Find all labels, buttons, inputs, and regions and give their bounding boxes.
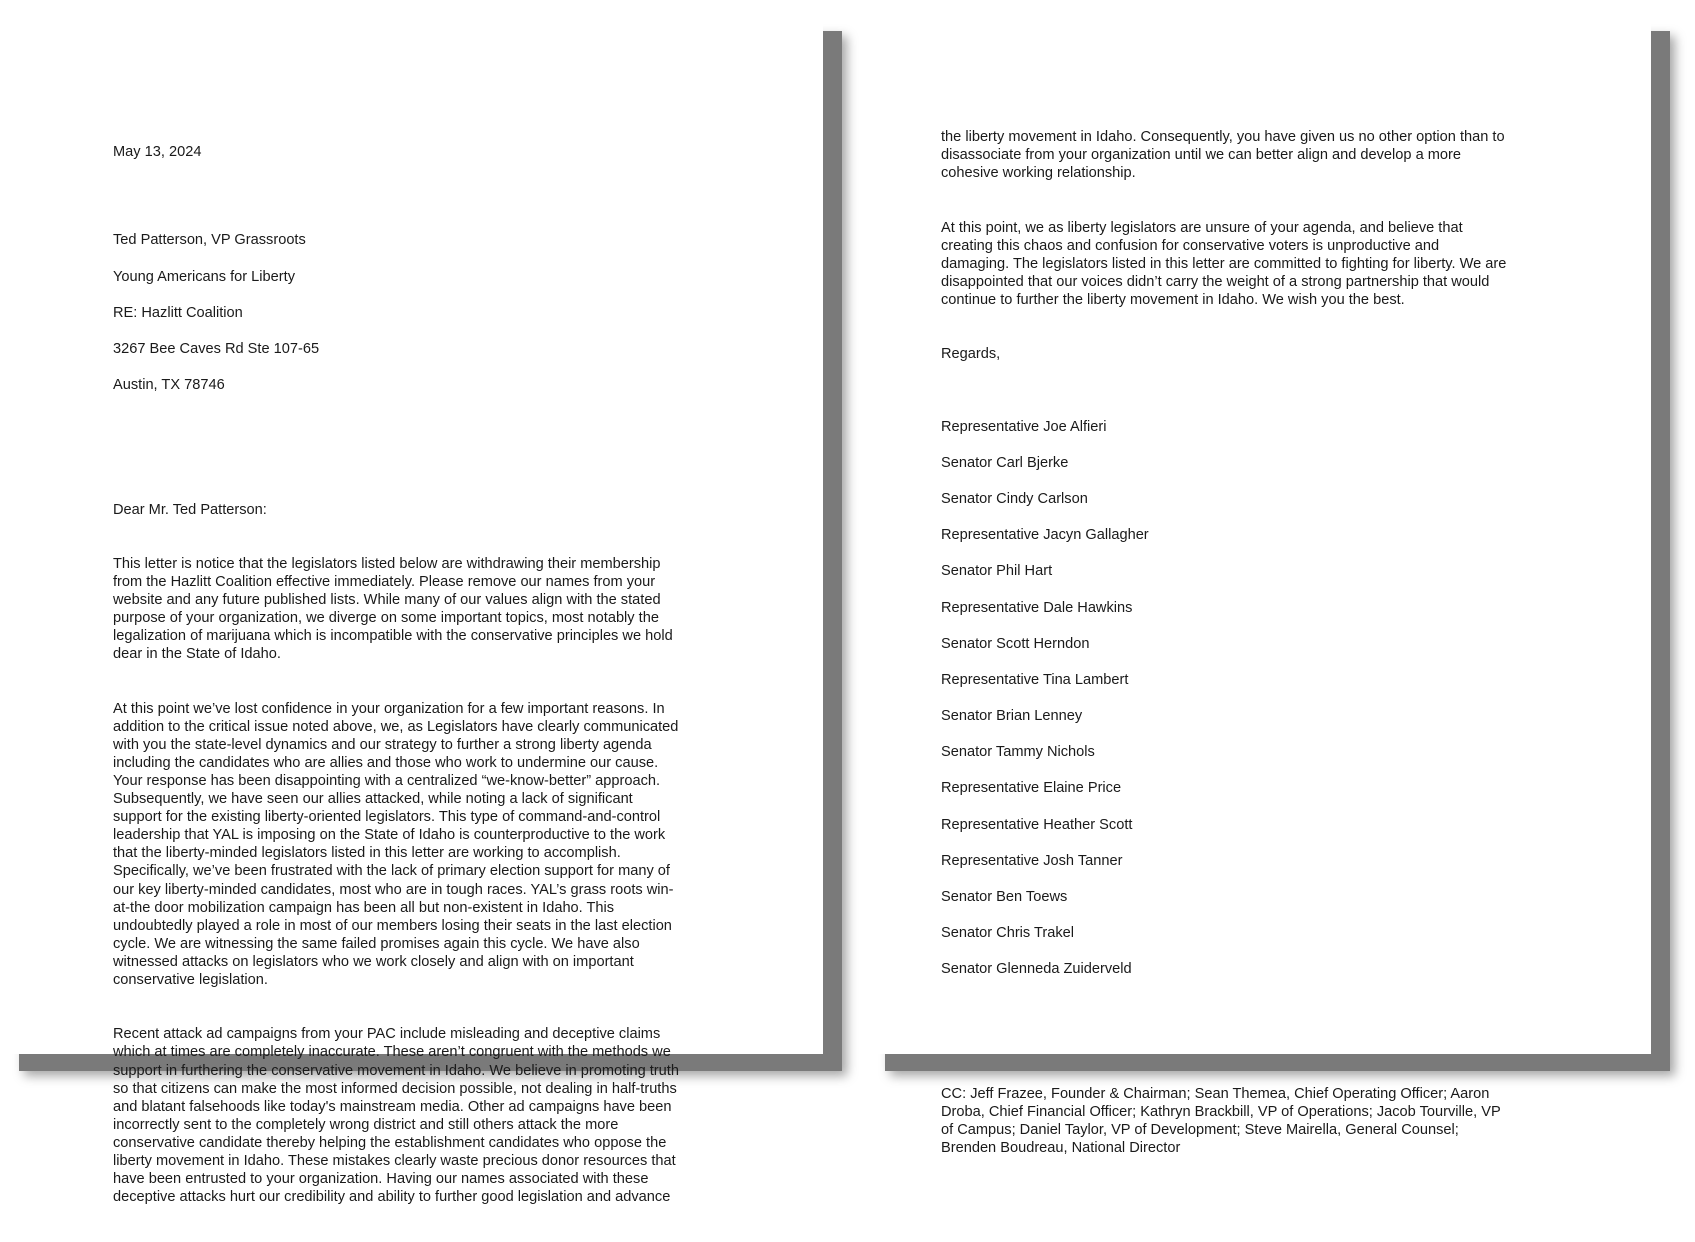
signatory-name: Representative Elaine Price [941,780,1122,797]
recipient-line: Austin, TX 78746 [113,377,225,394]
body-paragraph: the liberty movement in Idaho. Consequently, you have given us no other option than to disassociate from your organization until we can better align and develop a more cohesive working relationship. [941,129,1505,182]
signatory-name: Representative Dale Hawkins [941,599,1133,616]
signatory-name: Senator Scott Herndon [941,635,1090,652]
signatory-name: Senator Phil Hart [941,563,1053,580]
signatory-name: Senator Cindy Carlson [941,490,1088,507]
letter-page-1 [0,14,823,1206]
page-2-content [941,110,1581,1175]
signatory-list [941,400,1581,997]
letter-date: May 13, 2024 [113,144,202,161]
recipient-line: 3267 Bee Caves Rd Ste 107-65 [113,341,320,358]
signatory-name: Representative Jacyn Gallagher [941,527,1149,544]
page-1-content [113,125,733,1242]
signatory-name: Senator Glenneda Zuiderveld [941,961,1132,978]
signatory-name: Representative Tina Lambert [941,671,1129,688]
signatory-name: Representative Heather Scott [941,816,1133,833]
signatory-name: Representative Josh Tanner [941,852,1123,869]
body-paragraph: At this point, we as liberty legislators are unsure of your agenda, and believe that creating this chaos and confusion for conservative voters is unproductive and damaging. The legislators listed in this letter are committed to fighting for liberty. We are disappointed that our voices didn’t carry the weight of a strong partnership that would continue to further the liberty movement in Idaho. We wish you the best. [941,219,1507,308]
body-paragraph: Recent attack ad campaigns from your PAC include misleading and deceptive claims which at times are completely inaccurate. These aren’t congruent with the methods we support in furthering the conservative movement in Idaho. We believe in promoting truth so that citizens can make the most informed decision possible, not dealing in half-truths and blatant falsehoods like today's mainstream media. Other ad campaigns have been incorrectly sent to the completely wrong district and still others attack the more conservative candidate thereby helping the establishment candidates who oppose the liberty movement in Idaho. These mistakes clearly waste precious donor resources that have been entrusted to your organization. Having our names associated with these deceptive attacks hurt our credibility and ability to further good legislation and advance [113,1026,679,1206]
body-paragraph: At this point we’ve lost confidence in your organization for a few important reasons. In addition to the critical issue noted above, we, as Legislators have clearly communicated with you the state-level dynamics and our strategy to further a strong liberty agenda including the candidates who are allies and those who work to undermine our cause. Your response has been disappointing with a centralized “we-know-better” approach. Subsequently, we have seen our allies attacked, while noting a lack of significant support for the existing liberty-oriented legislators. This type of command-and-control leadership that YAL is imposing on the State of Idaho is counterproductive to the work that the liberty-minded legislators listed in this letter are working to accomplish. Specifically, we’ve been frustrated with the lack of primary election support for many of our key liberty-minded candidates, most who are in tough races. YAL’s grass roots win- at-the door mobilization campaign has been all but non-existent in Idaho. This undoubtedly played a role in most of our members losing their seats in the last election cycle. We are witnessing the same failed promises again this cycle. We have also witnessed attacks on legislators who we work closely and align with on important conservative legislation. [113,700,679,989]
cc-list: CC: Jeff Frazee, Founder & Chairman; Sean Themea, Chief Operating Officer; Aaron Droba, Chief Financial Officer; Kathryn Brackbill, VP of Operations; Jacob Tourville, VP of Campus; Daniel Taylor, VP of Development; Steve Mairella, General Counsel; Brenden Boudreau, National Director [941,1085,1501,1157]
recipient-line: RE: Hazlitt Coalition [113,304,243,321]
signatory-name: Senator Chris Trakel [941,925,1075,942]
signatory-name: Senator Carl Bjerke [941,454,1069,471]
body-paragraph: This letter is notice that the legislators listed below are withdrawing their membership from the Hazlitt Coalition effective immediately. Please remove our names from your website and any future published lists. While many of our values align with the stated purpose of your organization, we diverge on some important topics, most notably the legalization of marijuana which is incompatible with the conservative principles we hold dear in the State of Idaho. [113,555,673,663]
letter-page-2 [866,14,1651,1157]
recipient-line: Young Americans for Liberty [113,268,295,285]
salutation: Dear Mr. Ted Patterson: [113,501,267,518]
signatory-name: Representative Joe Alfieri [941,418,1107,435]
closing: Regards, [941,346,1001,363]
recipient-line: Ted Patterson, VP Grassroots [113,232,306,249]
signatory-name: Senator Ben Toews [941,889,1068,906]
signatory-name: Senator Brian Lenney [941,708,1083,725]
signatory-name: Senator Tammy Nichols [941,744,1095,761]
recipient-address [113,213,733,412]
